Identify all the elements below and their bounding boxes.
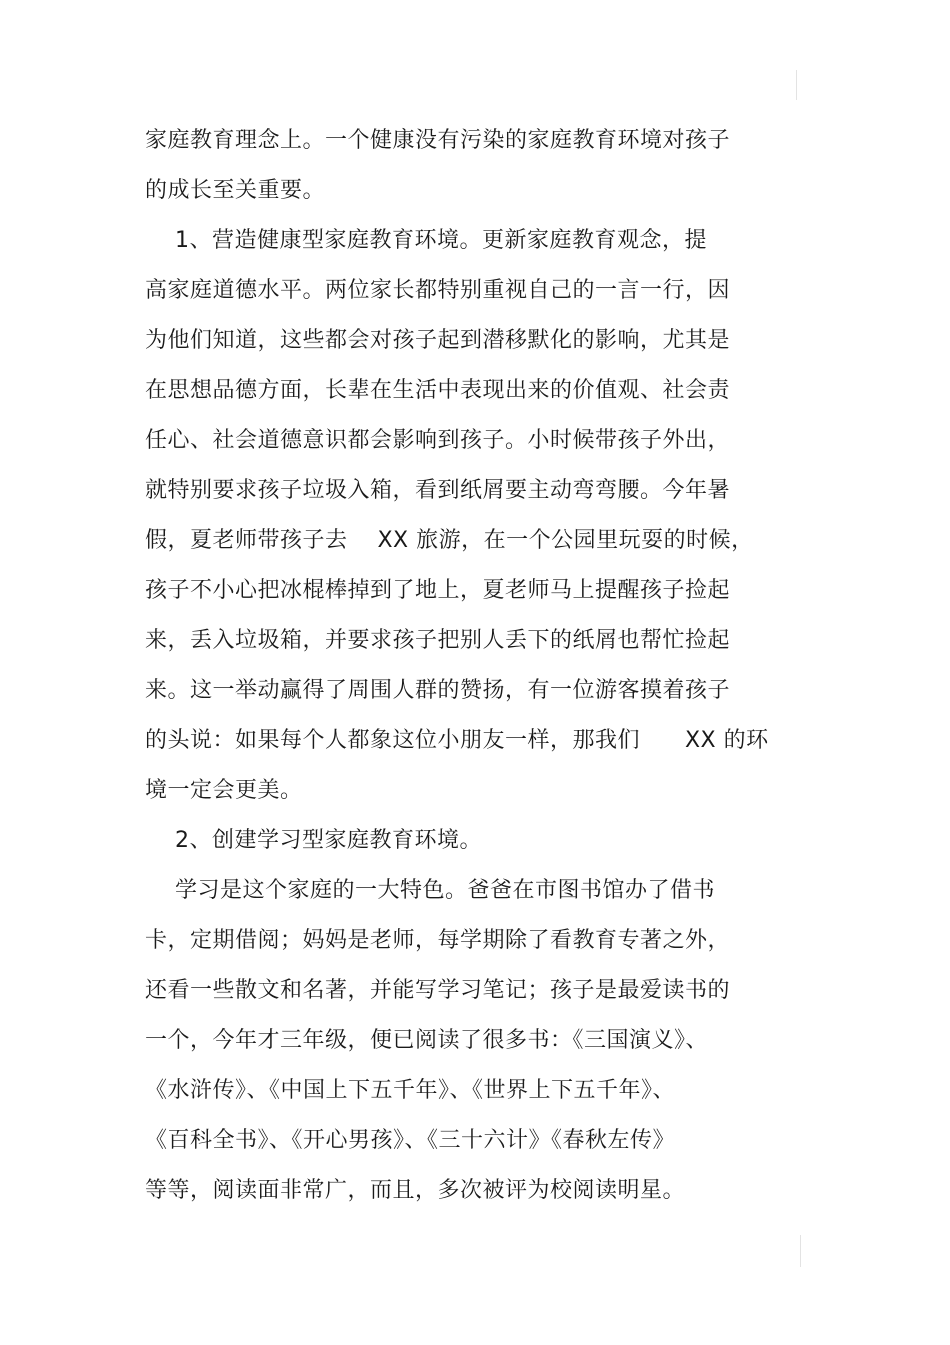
text-line-16: 学习是这个家庭的一大特色。爸爸在市图书馆办了借书: [145, 878, 715, 903]
text-line-6: 在思想品德方面，长辈在生活中表现出来的价值观、社会责: [145, 378, 731, 403]
text-line-4: 高家庭道德水平。两位家长都特别重视自己的一言一行，因: [145, 278, 731, 303]
text-line-22: 等等，阅读面非常广，而且，多次被评为校阅读明星。: [145, 1178, 686, 1203]
text-line-18: 还看一些散文和名著，并能写学习笔记；孩子是最爱读书的: [145, 978, 731, 1003]
text-line-8: 就特别要求孩子垃圾入箱，看到纸屑要主动弯弯腰。今年暑: [145, 478, 731, 503]
text-line-19: 一个，今年才三年级，便已阅读了很多书：《三国演义》、: [145, 1028, 709, 1053]
text-line-2: 的成长至关重要。: [145, 178, 326, 203]
text-line-21: 《百科全书》、《开心男孩》、《三十六计》《春秋左传》: [145, 1128, 676, 1153]
text-line-14: 境一定会更美。: [145, 778, 303, 803]
text-line-13: 的头说：如果每个人都象这位小朋友一样，那我们 XX 的环: [145, 728, 769, 753]
text-line-5: 为他们知道，这些都会对孩子起到潜移默化的影响，尤其是: [145, 328, 731, 353]
text-line-3: 1、营造健康型家庭教育环境。更新家庭教育观念，提: [145, 228, 707, 253]
text-line-11: 来，丢入垃圾箱，并要求孩子把别人丢下的纸屑也帮忙捡起: [145, 628, 731, 653]
text-line-10: 孩子不小心把冰棍棒掉到了地上，夏老师马上提醒孩子捡起: [145, 578, 731, 603]
page-edge-mark-bottom: [800, 1235, 801, 1267]
text-line-15: 2、创建学习型家庭教育环境。: [145, 828, 482, 853]
text-line-17: 卡，定期借阅；妈妈是老师，每学期除了看教育专著之外，: [145, 928, 731, 953]
text-line-12: 来。这一举动赢得了周围人群的赞扬，有一位游客摸着孩子: [145, 678, 731, 703]
text-line-9: 假，夏老师带孩子去 XX 旅游，在一个公园里玩耍的时候，: [145, 528, 754, 553]
text-line-20: 《水浒传》、《中国上下五千年》、《世界上下五千年》、: [145, 1078, 676, 1103]
text-line-7: 任心、社会道德意识都会影响到孩子。小时候带孩子外出，: [145, 428, 731, 453]
text-line-1: 家庭教育理念上。一个健康没有污染的家庭教育环境对孩子: [145, 128, 731, 153]
page-edge-mark-top: [796, 70, 797, 100]
